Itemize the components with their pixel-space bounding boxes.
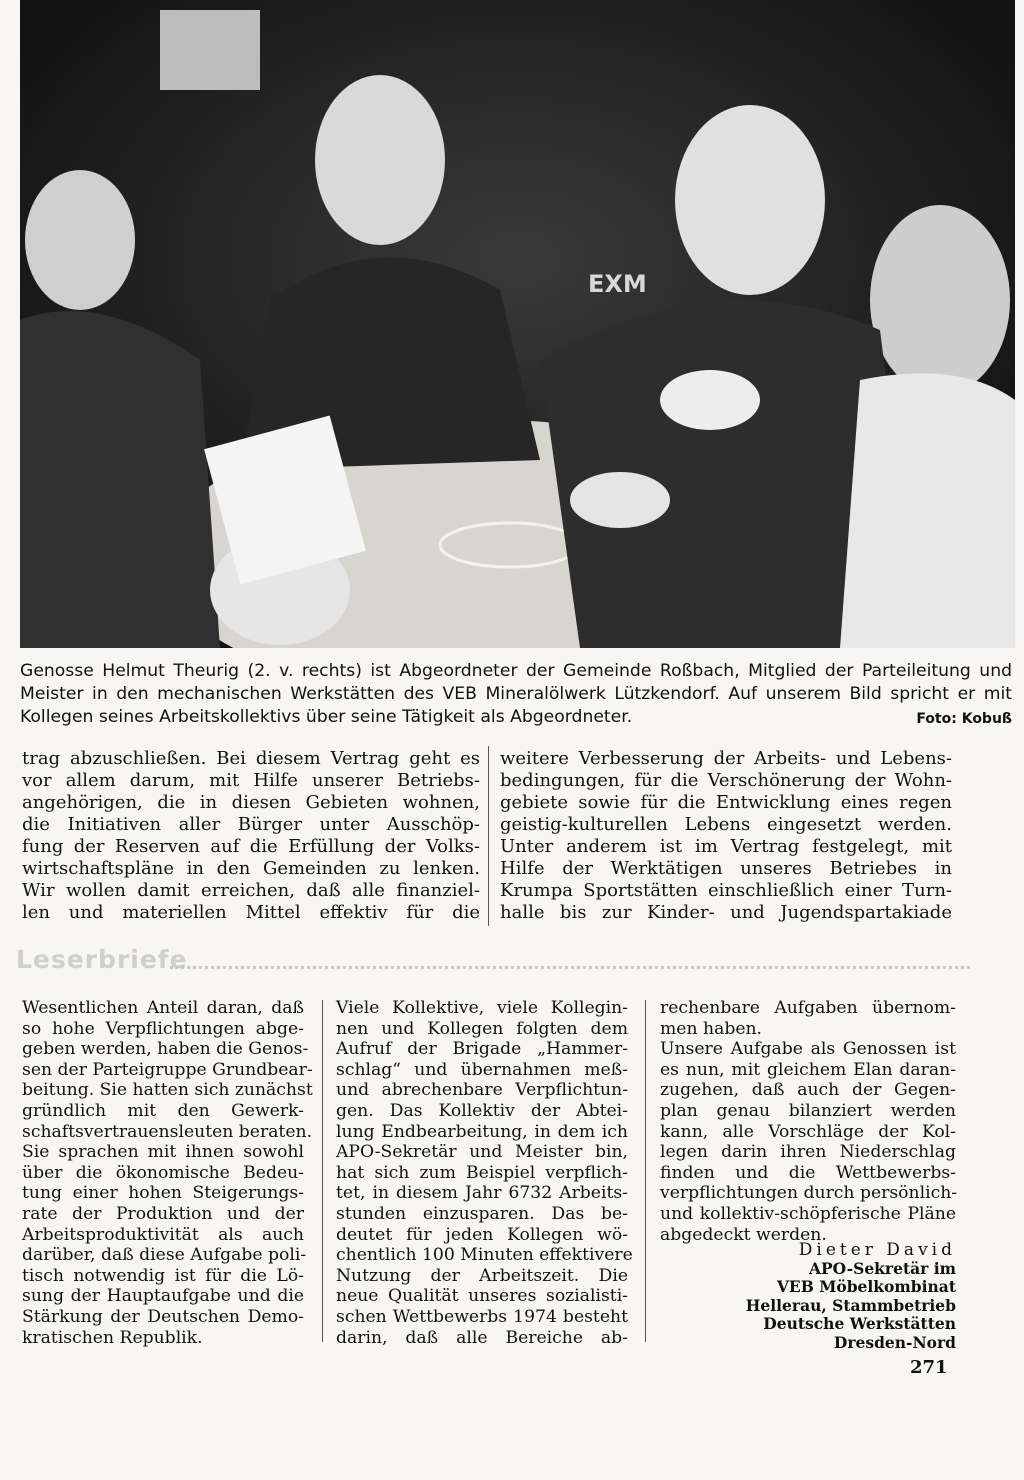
article-photo	[20, 0, 1015, 648]
person-right-body	[840, 373, 1015, 648]
text-line: Wesentlichen Anteil daran, daß	[22, 998, 304, 1018]
page-number: 271	[910, 1357, 948, 1378]
wall-clock-shape	[160, 10, 260, 90]
text-line: gründlich mit den Gewerk-	[22, 1100, 304, 1121]
upper-right-column	[500, 748, 952, 924]
text-line: Wir wollen damit erreichen, daß alle finanziel-	[22, 880, 480, 901]
text-line: und kollektiv-schöpferische Pläne	[660, 1203, 956, 1224]
text-line: Viele Kollektive, viele Kollegin-	[336, 998, 628, 1018]
text-line: kratischen Republik.	[22, 1327, 203, 1348]
text-line: Hilfe der Werktätigen unseres Betriebes in	[500, 858, 952, 879]
person-left-head	[25, 170, 135, 310]
person-left-body	[20, 311, 220, 648]
text-line: Arbeitsproduktivität als auch	[22, 1224, 304, 1245]
author-line: Dresden-Nord	[833, 1332, 956, 1352]
text-line: über die ökonomische Bedeu-	[22, 1162, 304, 1183]
text-line: weitere Verbesserung der Arbeits- und Lebens-	[500, 748, 952, 769]
photo-illustration	[20, 0, 1015, 648]
author-line: VEB Möbelkombinat	[776, 1277, 956, 1297]
text-line: Stärkung der Deutschen Demo-	[22, 1306, 304, 1327]
text-line: gen. Das Kollektiv der Abtei-	[336, 1100, 628, 1121]
text-line: Aufruf der Brigade „Hammer-	[336, 1039, 628, 1060]
text-line: trag abzuschließen. Bei diesem Vertrag geht es	[22, 748, 480, 769]
text-line: deutet für jeden Kollegen wö-	[336, 1224, 628, 1245]
text-line: vor allem darum, mit Hilfe unserer Betriebs-	[22, 770, 480, 791]
text-line: kann, alle Vorschläge der Kol-	[660, 1121, 956, 1142]
text-line: sen der Parteigruppe Grundbear-	[22, 1059, 313, 1080]
person-right-head	[870, 205, 1010, 395]
text-line: sung der Hauptaufgabe und die	[22, 1286, 304, 1307]
person-theurig-head	[675, 105, 825, 295]
text-line: Sie sprachen mit ihnen sowohl	[22, 1142, 304, 1163]
text-line: chentlich 100 Minuten effektivere	[336, 1245, 633, 1266]
text-line: legen darin ihren Niederschlag	[660, 1142, 956, 1163]
column-divider	[322, 1000, 323, 1342]
text-line: schaftsvertrauensleuten beraten.	[22, 1121, 313, 1142]
text-line: Krumpa Sportstätten einschließlich einer Turn-	[500, 880, 952, 901]
letter-column-3	[660, 998, 956, 1245]
text-line: gebiete sowie für die Entwicklung eines regen	[500, 792, 952, 813]
column-divider	[488, 746, 489, 926]
text-line: es nun, mit gleichem Elan daran-	[660, 1059, 956, 1080]
text-line: verpflichtungen durch persönlich-	[660, 1183, 958, 1204]
text-line: nen und Kollegen folgten dem	[336, 1018, 628, 1039]
text-line: finden und die Wettbewerbs-	[660, 1162, 956, 1183]
text-line: stunden einzusparen. Das be-	[336, 1203, 628, 1224]
text-line: tisch notwendig ist für die Lö-	[22, 1265, 304, 1286]
text-line: angehörigen, die in diesen Gebieten wohnen,	[22, 792, 480, 813]
author-line: Hellerau, Stammbetrieb	[745, 1295, 956, 1315]
text-line: tet, in diesem Jahr 6732 Arbeits-	[336, 1183, 628, 1204]
text-line: geistig-kulturellen Lebens eingesetzt werden.	[500, 814, 952, 835]
text-line: lung Endbearbeitung, in dem ich	[336, 1121, 628, 1142]
text-line: wirtschaftspläne in den Gemeinden zu lenken.	[22, 858, 480, 879]
text-line: abgedeckt werden.	[660, 1224, 827, 1245]
section-title: Leserbriefe	[16, 945, 188, 974]
column-divider	[645, 1000, 646, 1342]
text-line: plan genau bilanziert werden	[660, 1100, 956, 1121]
text-line: rechenbare Aufgaben übernom-	[660, 998, 956, 1018]
text-line: die Initiativen aller Bürger unter Ausschöp-	[22, 814, 480, 835]
text-line: rate der Produktion und der	[22, 1203, 304, 1224]
hand-gesture-shape	[660, 370, 760, 430]
text-line: darin, daß alle Bereiche ab-	[336, 1327, 628, 1348]
text-line: schen Wettbewerbs 1974 besteht	[336, 1306, 628, 1327]
text-line: so hohe Verpflichtungen abge-	[22, 1018, 304, 1039]
text-line: Unter anderem ist im Vertrag festgelegt, mit	[500, 836, 952, 857]
letter-column-2	[336, 998, 633, 1348]
text-line: und abrechenbare Verpflichtun-	[336, 1080, 628, 1101]
person-center-head	[315, 75, 445, 245]
author-line: Deutsche Werkstätten	[763, 1314, 956, 1334]
letter-signature	[660, 1241, 956, 1353]
author-name: Dieter David	[798, 1240, 956, 1260]
text-line: neue Qualität unseres sozialisti-	[336, 1286, 628, 1307]
caption-text: Genosse Helmut Theurig (2. v. rechts) ist Abgeordneter der Gemeinde Roßbach, Mitglied der Parteileitung und Meister in den mechanischen Werkstätten des VEB Mineralölwerk Lützkendorf. Auf unserem Bild spricht er mit Kollegen seines Arbeitskollektivs über seine Tätigkeit als Abgeordneter.	[20, 661, 1012, 727]
text-line: hat sich zum Beispiel verpflich-	[336, 1162, 628, 1183]
text-line: darüber, daß diese Aufgabe poli-	[22, 1245, 307, 1266]
text-line: zugehen, daß auch der Gegen-	[660, 1080, 956, 1101]
photo-caption	[20, 660, 1012, 731]
text-line: Unsere Aufgabe als Genossen ist	[660, 1039, 956, 1060]
text-line: tung einer hohen Steigerungs-	[22, 1183, 304, 1204]
text-line: halle bis zur Kinder- und Jugendspartakiade	[500, 902, 952, 923]
section-rule	[170, 966, 970, 969]
sign-text: EXM	[588, 270, 647, 298]
text-line: len und materiellen Mittel effektiv für die	[22, 902, 480, 923]
text-line: men haben.	[660, 1018, 763, 1039]
letter-column-1	[22, 998, 313, 1348]
text-line: fung der Reserven auf die Erfüllung der Volks-	[22, 836, 480, 857]
author-line: APO-Sekretär im	[808, 1258, 956, 1278]
text-line: beitung. Sie hatten sich zunächst	[22, 1080, 313, 1101]
text-line: geben werden, haben die Genos-	[22, 1039, 309, 1060]
hand-shape	[570, 472, 670, 528]
text-line: bedingungen, für die Verschönerung der Wohn-	[500, 770, 952, 791]
text-line: schlag“ und übernahmen meß-	[336, 1059, 628, 1080]
photo-credit: Foto: Kobuß	[916, 711, 1012, 727]
text-line: APO-Sekretär und Meister bin,	[336, 1142, 628, 1163]
text-line: Nutzung der Arbeitszeit. Die	[336, 1265, 628, 1286]
upper-left-column	[22, 748, 480, 924]
